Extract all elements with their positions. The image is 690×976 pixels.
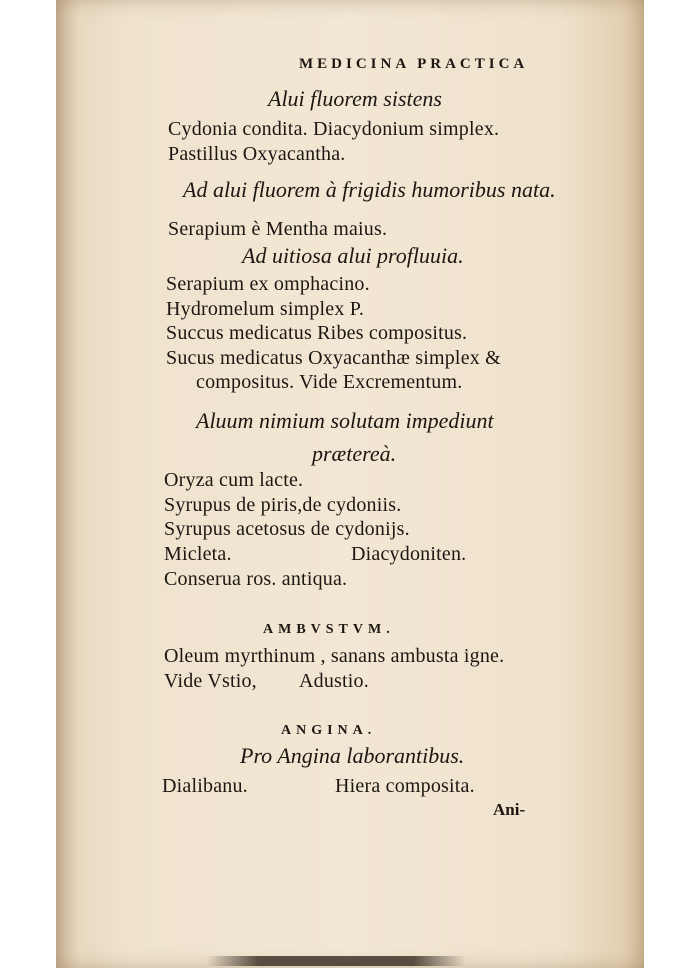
entry-oleum: Oleum myrthinum , sanans ambusta igne. (164, 645, 505, 667)
heading-pro-angina: Pro Angina laborantibus. (240, 743, 465, 768)
section-angina: ANGINA. (281, 723, 377, 738)
heading-alui-fluorem: Alui fluorem sistens (268, 86, 442, 111)
entry-syrupus-acetosus: Syrupus acetosus de cydonijs. (164, 518, 410, 540)
catchword: Ani- (493, 800, 526, 819)
entry-conserua: Conserua ros. antiqua. (164, 568, 348, 590)
heading-aluum-nimium: Aluum nimium solutam impediunt (196, 408, 494, 433)
heading-uitiosa: Ad uitiosa alui profluuia. (242, 243, 464, 268)
entry-oryza: Oryza cum lacte. (164, 469, 304, 491)
entry-serapium-omphacino: Serapium ex omphacino. (166, 273, 370, 295)
entry-pastillus: Pastillus Oxyacantha. (168, 143, 346, 165)
entry-sucus-oxyacanthae: Sucus medicatus Oxyacanthæ simplex & (166, 347, 501, 369)
entry-serapium-mentha: Serapium è Mentha maius. (168, 218, 388, 240)
entry-micleta: Micleta. (164, 543, 232, 565)
heading-frigidis: Ad alui fluorem à frigidis humoribus nata. (183, 177, 556, 202)
entry-dialibanu: Dialibanu. (162, 775, 248, 797)
entry-hydromelum: Hydromelum simplex P. (166, 298, 365, 320)
book-page (56, 0, 644, 968)
entry-compositus: compositus. Vide Excrementum. (196, 371, 463, 393)
entry-syrupus-piris: Syrupus de piris,de cydoniis. (164, 494, 402, 516)
entry-cydonia: Cydonia condita. Diacydonium simplex. (168, 118, 500, 140)
running-head: MEDICINA PRACTICA (299, 56, 529, 72)
entry-diacydoniten: Diacydoniten. (351, 543, 467, 565)
heading-praeterea: prætereà. (312, 441, 397, 466)
section-ambustum: AMBVSTVM. (263, 622, 395, 637)
entry-adustio: Adustio. (299, 670, 369, 692)
entry-vide-vstio: Vide Vstio, (164, 670, 257, 692)
entry-succus-ribes: Succus medicatus Ribes compositus. (166, 322, 468, 344)
entry-hiera: Hiera composita. (335, 775, 475, 797)
